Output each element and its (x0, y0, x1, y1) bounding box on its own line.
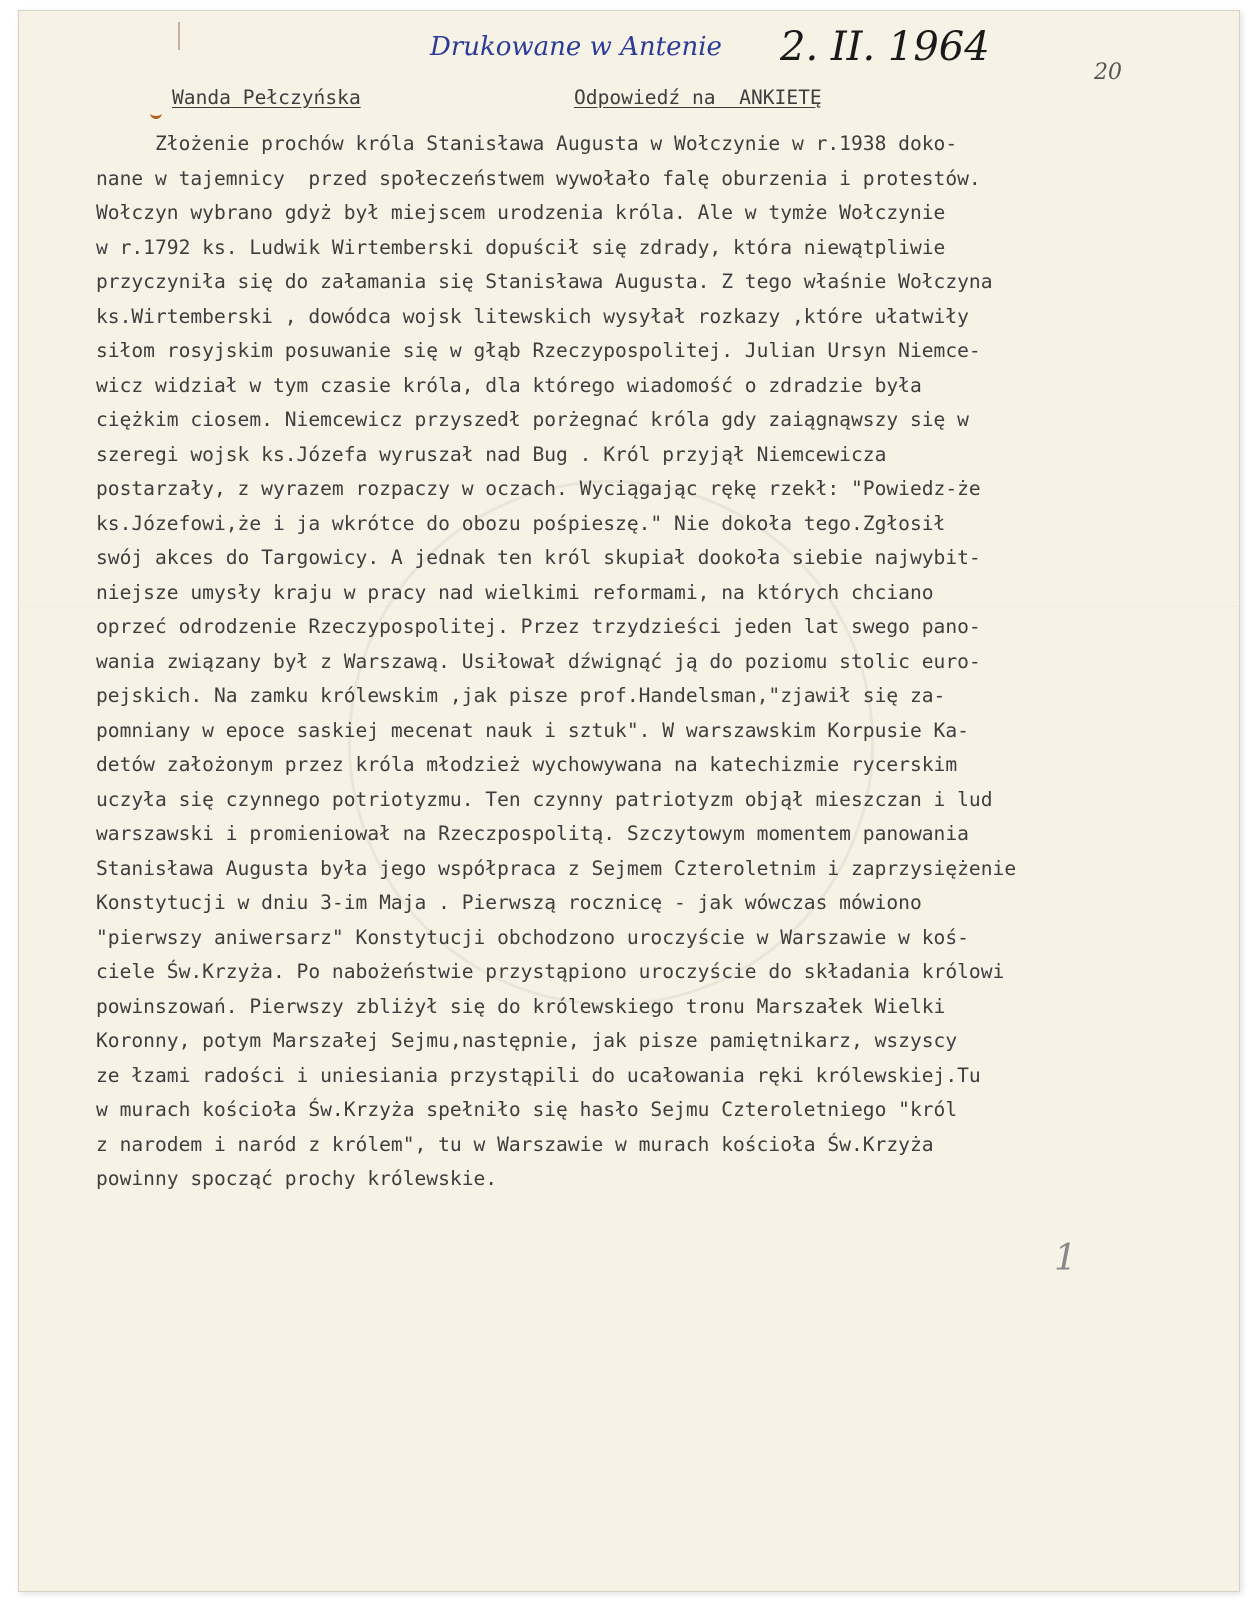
text-line: w murach kościoła Św.Krzyża spełniło się hasło Sejmu Czteroletniego "król (96, 1098, 958, 1121)
text-line: siłom rosyjskim posuwanie się w głąb Rzeczypospolitej. Julian Ursyn Niemce- (96, 339, 981, 362)
text-line: nane w tajemnicy przed społeczeństwem wywołało falę oburzenia i protestów. (96, 166, 981, 190)
body-text (96, 127, 1016, 1197)
text-line: pejskich. Na zamku królewskim ,jak pisze prof.Handelsman,"zjawił się za- (96, 684, 946, 707)
text-line: uczyła się czynnego potriotyzmu. Ten czynny patriotyzm objął mieszczan i lud (96, 787, 993, 811)
text-line: powinny spocząć prochy królewskie. (96, 1167, 498, 1190)
text-line: pomniany w epoce saskiej mecenat nauk i sztuk". W warszawskim Korpusie Ka- (96, 718, 969, 742)
text-line: z narodem i naród z królem", tu w Warszawie w murach kościoła Św.Krzyża (96, 1132, 934, 1156)
text-line: oprzeć odrodzenie Rzeczypospolitej. Przez trzydzieści jeden lat swego pano- (96, 615, 981, 638)
text-line: Wołczyn wybrano gdyż był miejscem urodzenia króla. Ale w tymże Wołczynie (96, 201, 946, 224)
text-line: przyczyniła się do załamania się Stanisława Augusta. Z tego właśnie Wołczyna (96, 270, 993, 293)
handwritten-date: 2. II. 1964 (780, 24, 990, 70)
text-line: postarzały, z wyrazem rozpaczy w oczach. Wyciągając rękę rzekł: "Powiedz-że (96, 477, 981, 500)
margin-tick-mark (150, 106, 162, 119)
typewritten-page (18, 10, 1240, 1592)
text-line: ciele Św.Krzyża. Po nabożeństwie przystąpiono uroczyście do składania królowi (96, 960, 1005, 983)
text-line: szeregi wojsk ks.Józefa wyruszał nad Bug . Król przyjął Niemcewicza (96, 442, 887, 466)
text-line: wicz widział w tym czasie króla, dla którego wiadomość o zdradzie była (96, 373, 922, 397)
text-line: detów założonym przez króla młodzież wychowywana na katechizmie rycerskim (96, 753, 958, 776)
text-line: ze łzami radości i uniesiania przystąpili do ucałowania ręki królewskiej.Tu (96, 1063, 981, 1087)
text-line: ks.Wirtemberski , dowódca wojsk litewskich wysyłał rozkazy ,które ułatwiły (96, 304, 969, 328)
handwritten-page-number: 1 (1054, 1238, 1077, 1279)
text-line: ciężkim ciosem. Niemcewicz przyszedł porżegnać króla gdy zaiągnąwszy się w (96, 408, 969, 431)
handwritten-page-mark: 20 (1094, 60, 1122, 85)
text-line: "pierwszy aniwersarz" Konstytucji obchodzono uroczyście w Warszawie w koś- (96, 925, 969, 949)
handwritten-annotation: Drukowane w Antenie (430, 32, 722, 62)
text-line: w r.1792 ks. Ludwik Wirtemberski dopuścił się zdrady, która niewątpliwie (96, 235, 946, 259)
text-line: Konstytucji w dniu 3-im Maja . Pierwszą rocznicę - jak wówczas mówiono (96, 891, 922, 914)
text-line: swój akces do Targowicy. A jednak ten król skupiał dookoła siebie najwybit- (96, 546, 981, 569)
text-line: powinszowań. Pierwszy zbliżył się do królewskiego tronu Marszałek Wielki (96, 994, 946, 1018)
document-title: Odpowiedź na ANKIETĘ (574, 86, 822, 109)
pencil-mark (178, 22, 180, 50)
text-line: Koronny, potym Marszałej Sejmu,następnie, jak pisze pamiętnikarz, wszyscy (96, 1029, 958, 1052)
text-line: warszawski i promieniował na Rzeczpospolitą. Szczytowym momentem panowania (96, 822, 969, 845)
text-line: ks.Józefowi,że i ja wkrótce do obozu pośpieszę." Nie dokoła tego.Zgłosił (96, 511, 946, 535)
text-line: wania związany był z Warszawą. Usiłował dźwignąć ją do poziomu stolic euro- (96, 649, 981, 673)
text-line: Stanisława Augusta była jego współpraca z Sejmem Czteroletnim i zaprzysiężenie (96, 856, 1017, 880)
text-line: Złożenie prochów króla Stanisława Augusta w Wołczynie w r.1938 doko- (96, 132, 958, 155)
text-line: niejsze umysły kraju w pracy nad wielkimi reformami, na których chciano (96, 580, 934, 604)
author-name: Wanda Pełczyńska (172, 86, 361, 109)
